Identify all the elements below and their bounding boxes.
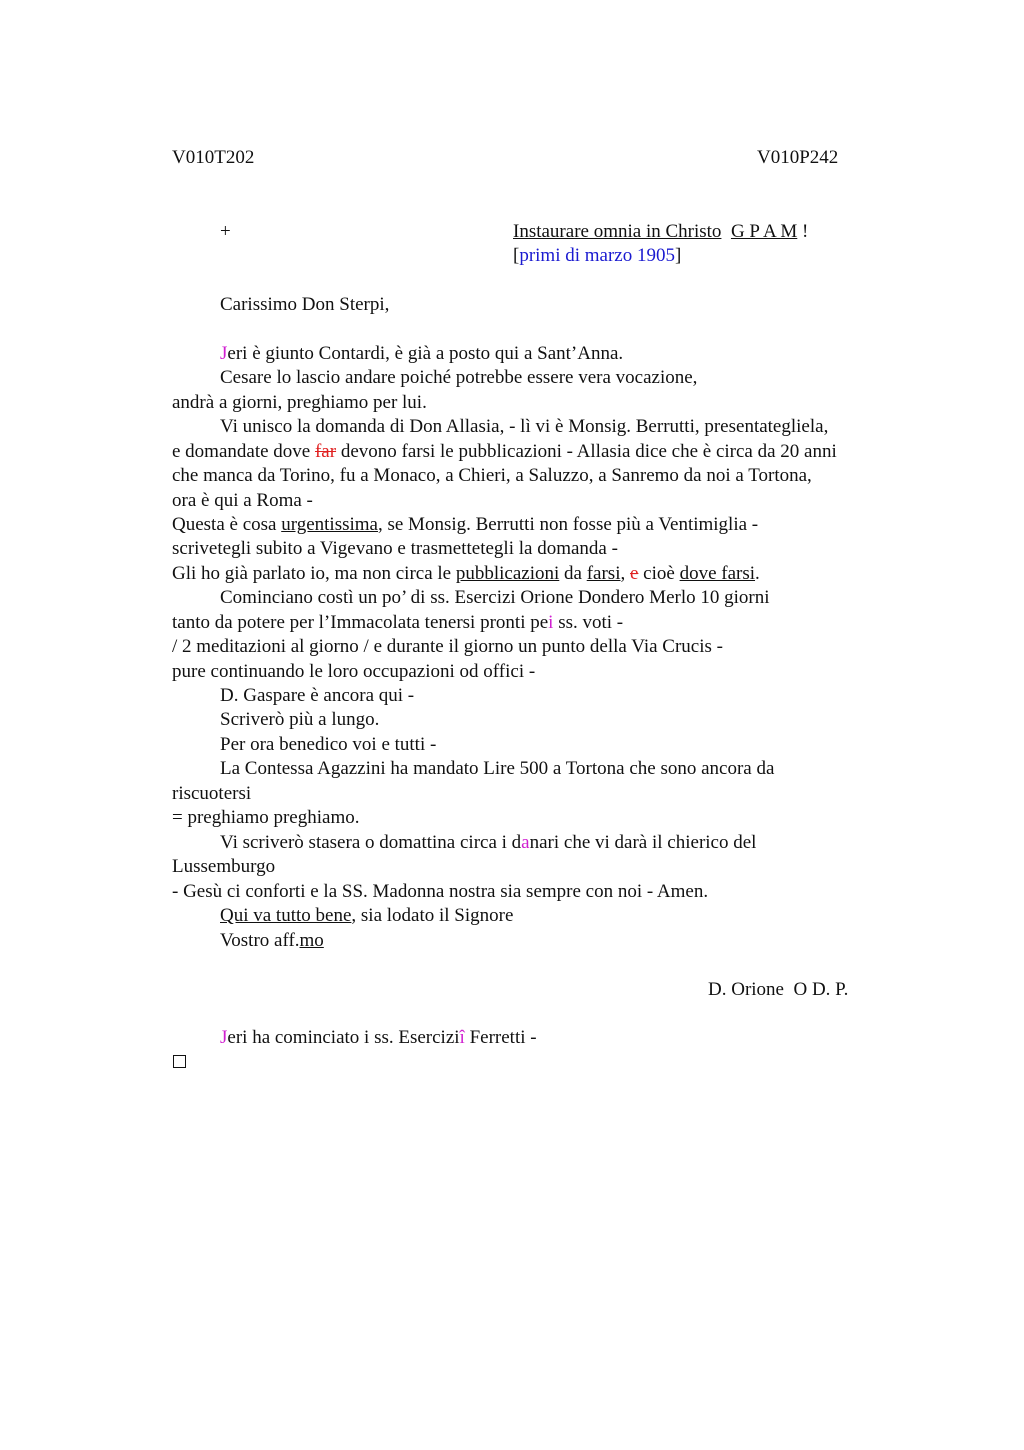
body-line: scrivetegli subito a Vigevano e trasmettetegli la domanda - xyxy=(172,538,618,559)
motto: Instaurare omnia in Christo xyxy=(513,221,722,242)
struck-word: e xyxy=(629,563,639,584)
motto-exclamation: ! xyxy=(802,221,809,242)
underlined-word: mo xyxy=(299,930,324,951)
struck-word: far xyxy=(314,441,337,462)
initial-letter: J xyxy=(220,1027,228,1048)
text: e domandate dove xyxy=(172,441,315,462)
body-line: ora è qui a Roma - xyxy=(172,490,313,511)
text: Ferretti - xyxy=(464,1027,537,1048)
date-line xyxy=(513,244,681,268)
body-line: D. Gaspare è ancora qui - xyxy=(220,685,415,706)
underlined-word: dove farsi xyxy=(679,563,756,584)
text: devono farsi le pubblicazioni - Allasia dice che è circa da 20 anni xyxy=(336,441,837,462)
text: tanto da potere per l’Immacolata tenersi pronti pe xyxy=(172,612,549,633)
body-line xyxy=(172,513,758,537)
motto-line xyxy=(513,220,808,244)
inserted-letter: î xyxy=(459,1027,465,1048)
body-line: che manca da Torino, fu a Monaco, a Chieri, a Saluzzo, a Sanremo da noi a Tortona, xyxy=(172,465,812,486)
text: eri ha cominciato i ss. Esercizi xyxy=(227,1027,460,1048)
text: da xyxy=(559,563,587,584)
underlined-phrase: Qui va tutto bene xyxy=(220,905,352,926)
inserted-letter: i xyxy=(548,612,554,633)
body-line xyxy=(172,562,760,586)
closing-line xyxy=(220,929,324,953)
body-line: Per ora benedico voi e tutti - xyxy=(220,734,437,755)
body-line xyxy=(220,831,756,855)
left-code: V010T202 xyxy=(172,147,255,168)
body-line: pure continuando le loro occupazioni od offici - xyxy=(172,661,536,682)
square-box-icon xyxy=(173,1055,186,1068)
underlined-word: farsi xyxy=(586,563,621,584)
text: nari che vi darà il chierico del xyxy=(529,832,757,853)
inserted-letter: a xyxy=(521,832,530,853)
underlined-word: pubblicazioni xyxy=(455,563,560,584)
text: cioè xyxy=(638,563,680,584)
body-line: Lussemburgo xyxy=(172,856,276,877)
text: eri è giunto Contardi, è già a posto qui a Sant’Anna. xyxy=(227,343,624,364)
signature: D. Orione O D. P. xyxy=(708,979,849,1000)
date: primi di marzo 1905 xyxy=(519,245,675,266)
salutation: Carissimo Don Sterpi, xyxy=(220,294,390,315)
text: . xyxy=(755,563,760,584)
body-line: Vi unisco la domanda di Don Allasia, - lì vi è Monsig. Berrutti, presentategliela, xyxy=(220,416,829,437)
right-code: V010P242 xyxy=(757,147,839,168)
date-bracket-close: ] xyxy=(675,245,682,266)
body-line: - Gesù ci conforti e la SS. Madonna nostra sia sempre con noi - Amen. xyxy=(172,881,709,902)
text: Vi scriverò stasera o domattina circa i d xyxy=(220,832,522,853)
text: Questa è cosa xyxy=(172,514,282,535)
date-bracket-open: [ xyxy=(513,245,520,266)
body-line xyxy=(220,342,623,366)
body-line: riscuotersi xyxy=(172,783,252,804)
gpam: G P A M xyxy=(730,221,798,242)
text: ss. voti - xyxy=(553,612,624,633)
text: , xyxy=(620,563,630,584)
body-line: andrà a giorni, preghiamo per lui. xyxy=(172,392,427,413)
underlined-word: urgentissima xyxy=(281,514,378,535)
initial-letter: J xyxy=(220,343,228,364)
body-line xyxy=(172,611,623,635)
body-line xyxy=(220,904,513,928)
body-line xyxy=(172,440,837,464)
body-line: Cesare lo lascio andare poiché potrebbe essere vera vocazione, xyxy=(220,367,698,388)
body-line: / 2 meditazioni al giorno / e durante il giorno un punto della Via Crucis - xyxy=(172,636,723,657)
text: Vostro aff. xyxy=(220,930,300,951)
body-line: La Contessa Agazzini ha mandato Lire 500 a Tortona che sono ancora da xyxy=(220,758,775,779)
body-line: Scriverò più a lungo. xyxy=(220,709,380,730)
text: , se Monsig. Berrutti non fosse più a Ventimiglia - xyxy=(377,514,759,535)
body-line: Cominciano costì un po’ di ss. Esercizi Orione Dondero Merlo 10 giorni xyxy=(220,587,770,608)
text: , sia lodato il Signore xyxy=(351,905,514,926)
body-line: = preghiamo preghiamo. xyxy=(172,807,360,828)
cross-mark: + xyxy=(220,221,231,242)
text: Gli ho già parlato io, ma non circa le xyxy=(172,563,456,584)
postscript xyxy=(220,1026,537,1050)
